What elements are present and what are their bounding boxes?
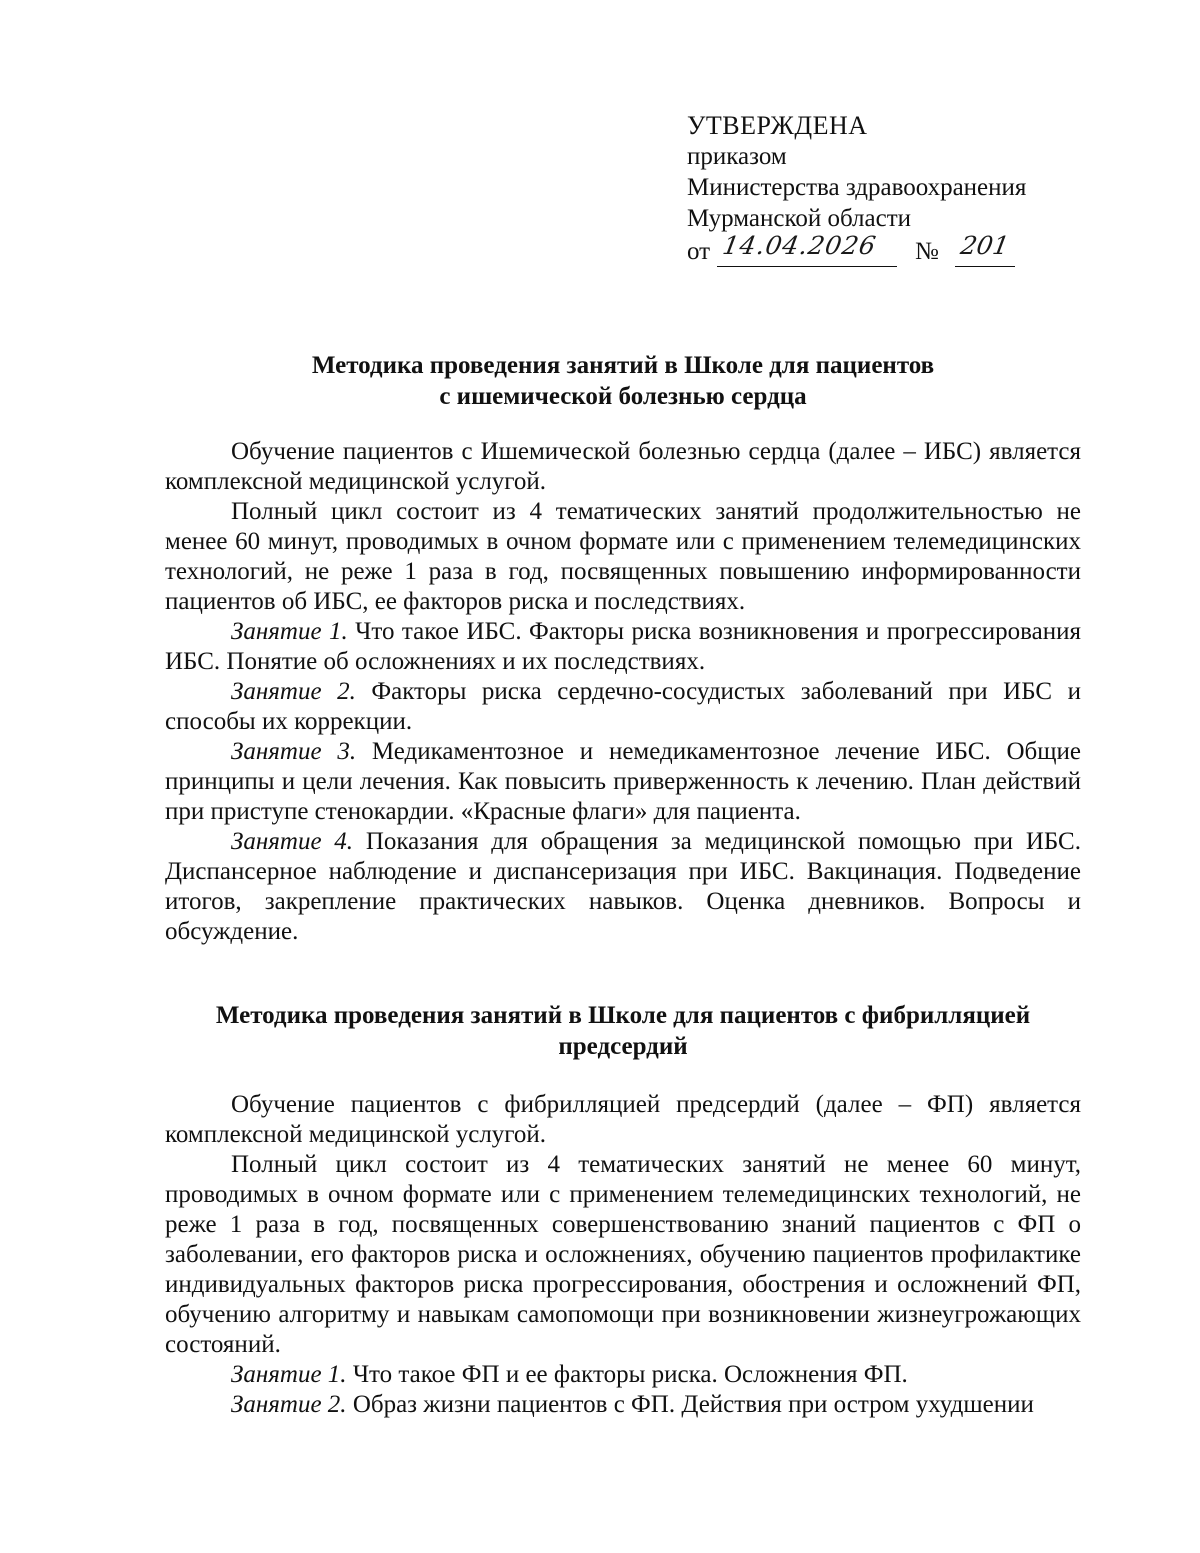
lesson-text: Факторы риска сердечно-сосудистых заболеваний при ИБС и способы их коррекции. (165, 678, 1081, 735)
number-field (955, 231, 1015, 267)
date-field (717, 231, 897, 267)
section2-paragraph-cycle: Полный цикл состоит из 4 тематических занятий не менее 60 минут, проводимых в очном формате или с применением телемедицинских технологий, не реже 1 раза в год, посвященных совершенствованию знаний пациентов с ФП о заболевании, его факторов риска и осложнениях, обучению пациентов профилактике индивидуальных факторов риска прогрессирования, обострения и осложнений ФП, обучению алгоритму и навыкам самопомощи при возникновении жизнеугрожающих состояний. (165, 1151, 1081, 1358)
approval-line-order: приказом (687, 143, 787, 170)
date-from-label: от (687, 238, 711, 265)
lesson-label: Занятие 4. (231, 828, 354, 855)
section1-body (165, 437, 1081, 947)
section2-paragraph-intro: Обучение пациентов с фибрилляцией предсердий (далее – ФП) является комплексной медицинской услугой. (165, 1091, 1081, 1148)
approval-stamp (687, 110, 1107, 272)
section2-heading-line2: предсердий (558, 1033, 688, 1060)
section2-body (165, 1090, 1081, 1420)
approval-date-number-row (687, 231, 1107, 272)
section1-paragraph-intro: Обучение пациентов с Ишемической болезнью сердца (далее – ИБС) является комплексной медицинской услугой. (165, 438, 1081, 495)
section1-heading-line2: с ишемической болезнью сердца (439, 383, 807, 410)
section1-lesson-3 (165, 737, 1081, 827)
approval-title: УТВЕРЖДЕНА (687, 111, 868, 140)
lesson-label: Занятие 2. (231, 678, 356, 705)
section2-lesson-2 (165, 1390, 1081, 1420)
handwritten-date: 14.04.2026 (720, 231, 879, 260)
lesson-text: Образ жизни пациентов с ФП. Действия при остром ухудшении (346, 1391, 1034, 1418)
handwritten-number: 201 (958, 231, 1012, 260)
section1-lesson-2 (165, 677, 1081, 737)
lesson-label: Занятие 1. (231, 1361, 347, 1388)
section2-heading (165, 1000, 1081, 1062)
approval-line-region: Мурманской области (687, 205, 912, 232)
section2-lesson-1 (165, 1360, 1081, 1390)
lesson-text: Что такое ИБС. Факторы риска возникновения и прогрессирования ИБС. Понятие об осложнениях и их последствиях. (165, 618, 1081, 675)
section1-heading-line1: Методика проведения занятий в Школе для пациентов (311, 352, 935, 379)
section1-lesson-4 (165, 827, 1081, 947)
section1-heading (165, 350, 1081, 412)
lesson-text: Медикаментозное и немедикаментозное лечение ИБС. Общие принципы и цели лечения. Как повысить приверженность к лечению. План действий при приступе стенокардии. «Красные флаги» для пациента. (165, 738, 1081, 825)
section1-lesson-1 (165, 617, 1081, 677)
lesson-label: Занятие 2. (231, 1391, 347, 1418)
number-label: № (915, 238, 939, 265)
lesson-label: Занятие 1. (231, 618, 348, 645)
lesson-text: Что такое ФП и ее факторы риска. Осложнения ФП. (346, 1361, 908, 1388)
approval-line-ministry: Министерства здравоохранения (687, 174, 1027, 201)
lesson-text: Показания для обращения за медицинской помощью при ИБС. Диспансерное наблюдение и диспансеризация при ИБС. Вакцинация. Подведение итогов, закрепление практических навыков. Оценка дневников. Вопросы и обсуждение. (165, 828, 1081, 945)
section2-heading-line1: Методика проведения занятий в Школе для пациентов с фибрилляцией (215, 1002, 1031, 1029)
section1-paragraph-cycle: Полный цикл состоит из 4 тематических занятий продолжительностью не менее 60 минут, проводимых в очном формате или с применением телемедицинских технологий, не реже 1 раза в год, посвященных повышению информированности пациентов об ИБС, ее факторов риска и последствиях. (165, 498, 1081, 615)
lesson-label: Занятие 3. (231, 738, 357, 765)
